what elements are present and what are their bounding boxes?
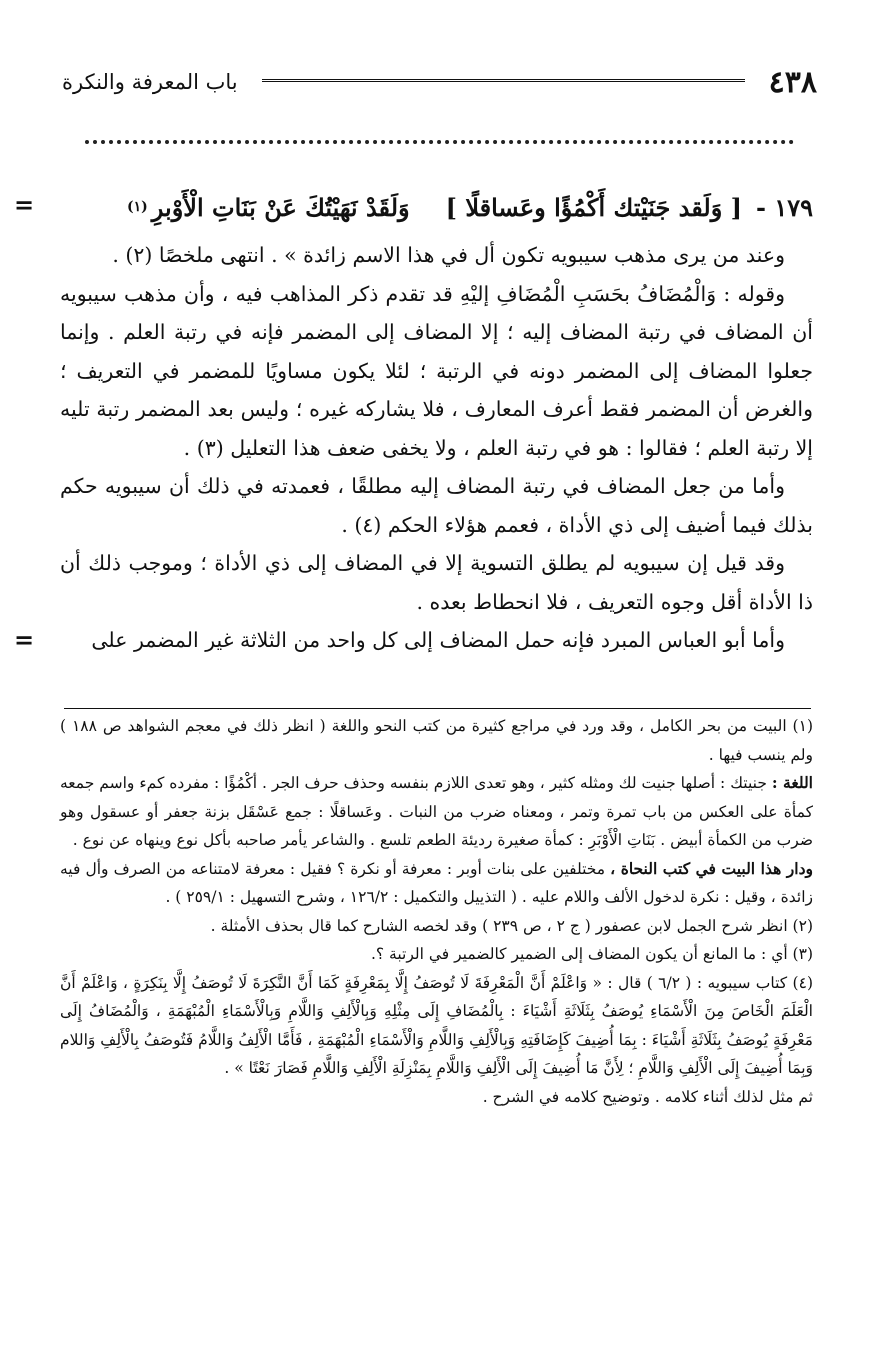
footnote-rule	[64, 708, 811, 709]
footnote-2: (٢) انظر شرح الجمل لابن عصفور ( ج ٢ ، ص ٢٣٩ ) وقد لخصه الشارح كما قال بحذف الأمثلة .	[210, 916, 813, 935]
paragraph: وقوله : وَالْمُضَافُ بحَسَبِ الْمُضَافِ إليْهِ قد تقدم ذكر المذاهب فيه ، وأن مذهب سيبويه أن المضاف في رتبة المضاف إليه ؛ إلا المضاف إلى المضمر فإنه في رتبة العلم . وإنما جعلوا المضاف إلى المضمر دونه في الرتبة ؛ لئلا يكون مساويًا للمضمر في التعريف ؛ والغرض أن المضمر فقط أعرف المعارف ، فلا يشاركه غيره ؛ وليس بعد المضمر رتبة تليه إلا رتبة العلم ؛ فقالوا : هو في رتبة العلم ، ولا يخفى ضعف هذا التعليل (٣) .	[60, 281, 813, 460]
paragraph: وقد قيل إن سيبويه لم يطلق التسوية إلا في المضاف إلى ذي الأداة ؛ وموجب ذلك أن ذا الأداة أقل وجوه التعريف ، فلا انحطاط بعده .	[60, 551, 813, 614]
footnote-3: (٣) أي : ما المانع أن يكون المضاف إلى الضمير كالضمير في الرتبة ؟.	[370, 945, 813, 963]
continuation-mark: =	[14, 190, 35, 219]
footnote-1-lugha	[60, 769, 813, 855]
paragraph: وعند من يرى مذهب سيبويه تكون أل في هذا الاسم زائدة » . انتهى ملخصًا (٢) .	[112, 243, 785, 267]
dar-label: ودار هذا البيت في كتب النحاة ،	[610, 858, 813, 878]
section-title: باب المعرفة والنكرة	[62, 70, 238, 94]
paragraph	[14, 621, 813, 660]
footnotes	[60, 712, 813, 1111]
footnote-1: (١) البيت من بحر الكامل ، وقد ورد في مراجع كثيرة من كتب النحو واللغة ( انظر ذلك في معجم الشواهد ص ١٨٨ ) ولم ينسب فيها .	[60, 717, 813, 764]
dar-text: مختلفين على بنات أوبر : معرفة أو نكرة ؟ فقيل : معرفة لامتناعه من الصرف وأل فيه زائدة ، وقيل : نكرة لدخول الألف واللام عليه . ( التذييل والتكميل : ١٢٦/٢ ، وشرح التسهيل : ٢٥٩/١ ) .	[60, 859, 813, 906]
header-rule	[262, 79, 745, 85]
page-header	[62, 62, 817, 102]
verse-number: ١٧٩ -	[756, 192, 813, 222]
verse-line	[14, 178, 813, 236]
paragraph-text: وأما أبو العباس المبرد فإنه حمل المضاف إلى كل واحد من الثلاثة غير المضمر على	[91, 628, 785, 652]
lugha-text: جنيتك : أصلها جنيت لك ومثله كثير ، وهو تعدى اللازم بنفسه وحذف حرف الجر . أكْمُؤًا : مفرده كمء واسم جمعه كمأة على العكس من باب تمرة وتمر ، ومعناه ضرب من النبات . وعَساقلًا : جمع عَسْقَل بزنة جعفر أو عسقول وهو ضرب من الكمأة أبيض . بَنَاتِ الْأَوْبَرِ : كمأة صغيرة رديئة الطعم تلسع . والشاعر يأمر صاحبه بأكل نوع وينهاه عن نوع .	[60, 774, 813, 849]
footnote-1-dar	[60, 855, 813, 912]
continuation-mark: =	[14, 625, 35, 654]
second-hemistich: وَلَقَدْ نَهَيْتُكَ عَنْ بَنَاتِ الْأَوْبرِ	[151, 192, 410, 222]
footnote-ref: (١)	[127, 199, 148, 215]
lugha-label: اللغة :	[771, 773, 813, 792]
first-hemistich: [ وَلَقد جَنَيْتك أَكْمُؤًا وعَساقلًا ]	[445, 192, 742, 222]
dotted-separator	[85, 140, 794, 144]
main-text	[14, 178, 813, 660]
paragraph: وأما من جعل المضاف في رتبة المضاف إليه مطلقًا ، فعمدته في ذلك أن سيبويه حكم بذلك فيما أضيف إلى ذي الأداة ، فعمم هؤلاء الحكم (٤) .	[60, 474, 813, 537]
page-number: ٤٣٨	[768, 64, 817, 100]
footnote-4-end: ثم مثل لذلك أثناء كلامه . وتوضيح كلامه في الشرح .	[482, 1087, 813, 1106]
footnote-4: (٤) كتاب سيبويه : ( ٦/٢ ) قال : « وَاعْلَمْ أَنَّ الْمَعْرِفَةَ لَا تُوصَفُ إِلَّا بِمَعْرِفَةٍ كَمَا أَنَّ النَّكِرَةَ لَا تُوصَفُ إِلَّا بِنَكِرَةٍ ، وَاعْلَمْ أَنَّ الْعَلَمَ الْخَاصَ مِنَ الْأَسْمَاءِ يُوصَفُ بِثَلَاثَةِ أَشْيَاءَ : بِالْمُضَافِ إِلَى مِثْلِهِ وَبِالْأَلِفِ وَاللَّامِ وَبِالْأَسْمَاءِ الْمُبْهَمَةِ ، وَالْمُضَافُ إِلَى مَعْرِفَةٍ يُوصَفُ بِثَلَاثَةِ أَشْيَاءَ : بِمَا أُضِيفَ كَإِضَافَتِهِ وَبِالْأَلِفِ وَاللَّامِ وَالْأَسْمَاءِ الْمُبْهَمَةِ ، فَأَمَّا الْأَلِفُ وَاللَّامُ فَتُوصَفُ بِالْأَلِفِ وَاللام وَبِمَا أُضِيفَ إِلَى الْأَلِفِ وَاللَّامِ ؛ لِأَنَّ مَا أُضِيفَ إِلَى الْأَلِفِ وَاللَّامِ بِمَنْزِلَةِ الْأَلِفِ وَاللَّامِ فَصَارَ نَعْتًا » .	[60, 973, 813, 1077]
